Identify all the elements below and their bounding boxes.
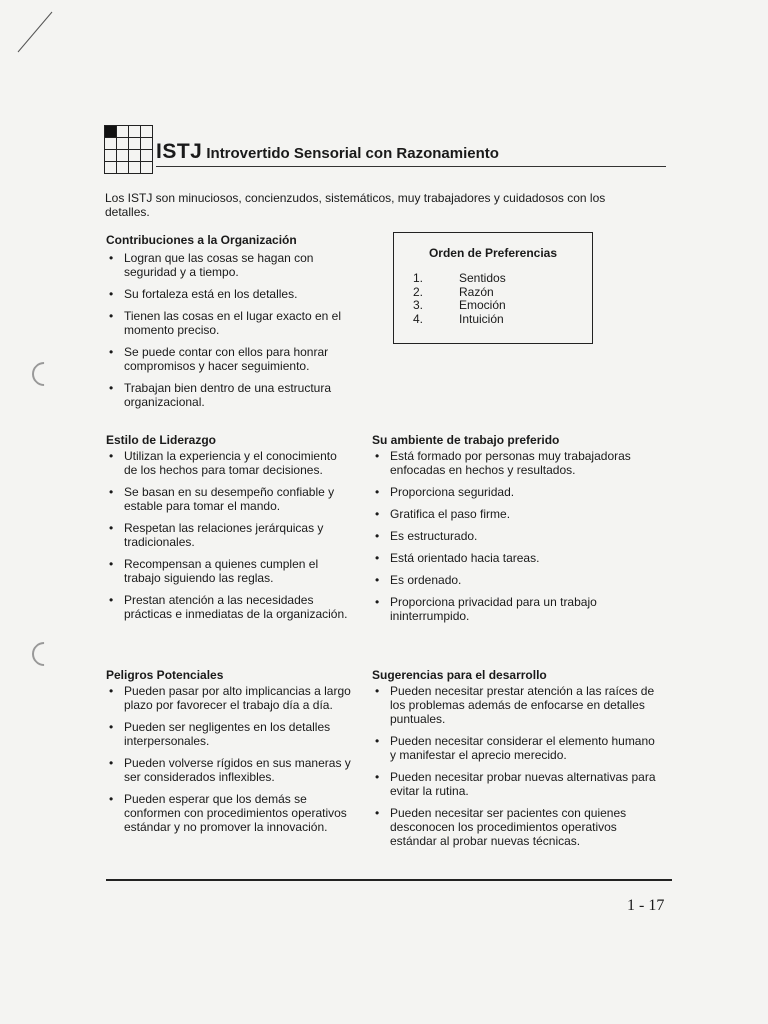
ambiente-heading: Su ambiente de trabajo preferido xyxy=(372,433,560,447)
list-item: • Trabajan bien dentro de una estructura organizacional. xyxy=(106,381,351,409)
list-item: • Se puede contar con ellos para honrar compromisos y hacer seguimiento. xyxy=(106,345,351,373)
type-grid-icon xyxy=(104,125,153,174)
ambiente-list xyxy=(372,449,662,623)
list-item: • Logran que las cosas se hagan con seguridad y a tiempo. xyxy=(106,251,351,279)
list-item: • Proporciona privacidad para un trabajo ininterrumpido. xyxy=(372,595,662,623)
type-title: Introvertido Sensorial con Razonamiento xyxy=(206,145,499,162)
list-item: 4. Intuición xyxy=(413,311,504,326)
preferences-heading: Orden de Preferencias xyxy=(428,246,558,260)
list-item: • Respetan las relaciones jerárquicas y tradicionales. xyxy=(106,521,351,549)
page-number: 1 - 17 xyxy=(627,897,665,914)
list-item: • Pueden necesitar ser pacientes con quienes desconocen los procedimientos operativos estándar al probar nuevas técnicas. xyxy=(372,806,662,848)
contribuciones-list xyxy=(106,251,351,409)
list-item: • Pueden ser negligentes en los detalles interpersonales. xyxy=(106,720,351,748)
list-item: • Recompensan a quienes cumplen el trabajo siguiendo las reglas. xyxy=(106,557,351,585)
peligros-section xyxy=(106,668,351,842)
preferences-box xyxy=(393,232,593,344)
list-item: • Pueden necesitar considerar el elemento humano y manifestar el aprecio merecido. xyxy=(372,734,662,762)
list-item: 1. Sentidos xyxy=(413,271,506,285)
type-code: ISTJ xyxy=(156,140,203,163)
list-item: • Es estructurado. xyxy=(372,529,662,543)
sugerencias-list xyxy=(372,684,662,848)
sugerencias-heading: Sugerencias para el desarrollo xyxy=(372,668,547,682)
list-item: • Pueden esperar que los demás se conformen con procedimientos operativos estándar y no promover la innovación. xyxy=(106,792,351,834)
list-item: • Pueden necesitar prestar atención a las raíces de los problemas además de enfocarse en detalles puntuales. xyxy=(372,684,662,726)
list-item: • Pueden pasar por alto implicancias a largo plazo por favorecer el trabajo día a día. xyxy=(106,684,351,712)
pencil-mark xyxy=(14,8,54,56)
punch-hole-upper xyxy=(27,357,61,391)
list-item: • Proporciona seguridad. xyxy=(372,485,662,499)
intro-paragraph: Los ISTJ son minuciosos, concienzudos, sistemáticos, muy trabajadores y cuidadosos con los detalles. xyxy=(105,191,606,219)
list-item: • Se basan en su desempeño confiable y estable para tomar el mando. xyxy=(106,485,351,513)
list-item: 2. Razón xyxy=(413,284,494,299)
page-title xyxy=(156,140,666,167)
list-item: • Está orientado hacia tareas. xyxy=(372,551,662,565)
footer-rule xyxy=(106,879,672,881)
list-item: 3. Emoción xyxy=(413,298,506,312)
list-item: • Pueden necesitar probar nuevas alternativas para evitar la rutina. xyxy=(372,770,662,798)
contribuciones-heading: Contribuciones a la Organización xyxy=(106,233,297,247)
list-item: • Está formado por personas muy trabajadoras enfocadas en hechos y resultados. xyxy=(372,449,662,477)
punch-hole-lower xyxy=(27,637,61,671)
list-item: • Su fortaleza está en los detalles. xyxy=(106,287,351,301)
preferences-list xyxy=(394,272,592,326)
peligros-heading: Peligros Potenciales xyxy=(106,668,224,682)
ambiente-section xyxy=(372,433,662,631)
list-item: • Es ordenado. xyxy=(372,573,662,587)
list-item: • Prestan atención a las necesidades prácticas e inmediatas de la organización. xyxy=(106,593,351,621)
list-item: • Tienen las cosas en el lugar exacto en el momento preciso. xyxy=(106,309,351,337)
sugerencias-section xyxy=(372,668,662,856)
liderazgo-list xyxy=(106,449,351,621)
list-item: • Pueden volverse rígidos en sus maneras y ser considerados inflexibles. xyxy=(106,756,351,784)
liderazgo-heading: Estilo de Liderazgo xyxy=(106,433,217,447)
list-item: • Utilizan la experiencia y el conocimiento de los hechos para tomar decisiones. xyxy=(106,449,351,477)
liderazgo-section xyxy=(106,433,351,629)
list-item: • Gratifica el paso firme. xyxy=(372,507,662,521)
contribuciones-section xyxy=(106,233,351,417)
peligros-list xyxy=(106,684,351,834)
